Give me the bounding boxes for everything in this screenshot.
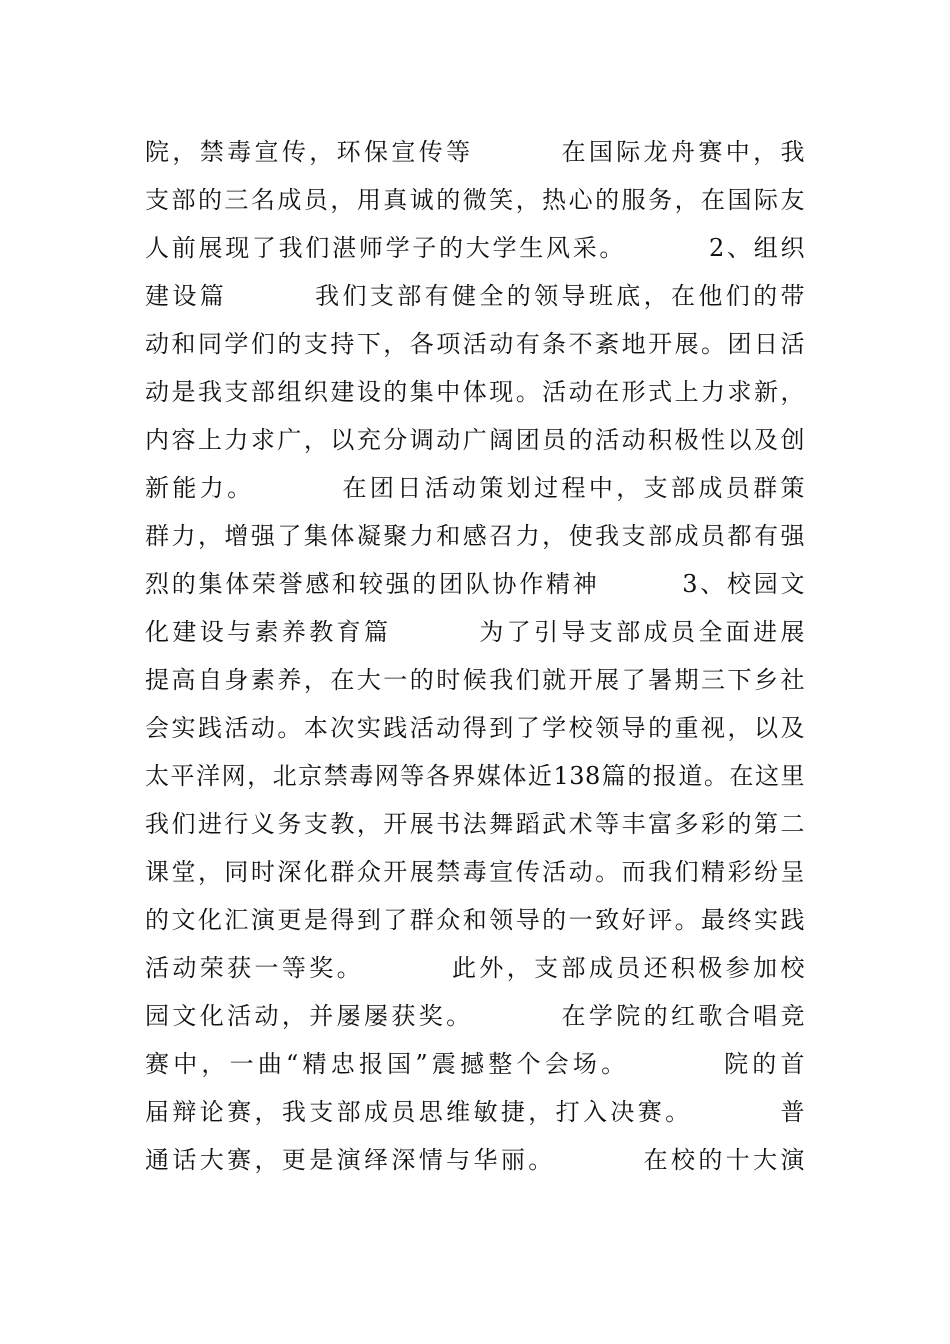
text-line: 人前展现了我们湛师学子的大学生风采。 2、组织 [145,234,805,262]
text-line: 支部的三名成员，用真诚的微笑，热心的服务，在国际友 [145,186,805,214]
text-line: 通话大赛，更是演绎深情与华丽。 在校的十大演 [145,1146,805,1174]
text-line: 活动荣获一等奖。 此外，支部成员还积极参加校 [145,954,805,982]
text-line: 提高自身素养，在大一的时候我们就开展了暑期三下乡社 [145,666,805,694]
text-line: 院，禁毒宣传，环保宣传等 在国际龙舟赛中，我 [145,138,805,166]
text-line: 赛中，一曲“精忠报国”震撼整个会场。 院的首 [145,1050,805,1078]
text-line: 群力，增强了集体凝聚力和感召力，使我支部成员都有强 [145,522,805,550]
text-line: 化建设与素养教育篇 为了引导支部成员全面进展 [145,618,805,646]
text-line: 建设篇 我们支部有健全的领导班底，在他们的带 [145,282,805,310]
text-line: 课堂，同时深化群众开展禁毒宣传活动。而我们精彩纷呈 [145,858,805,886]
text-line: 园文化活动，并屡屡获奖。 在学院的红歌合唱竞 [145,1002,805,1030]
text-line: 届辩论赛，我支部成员思维敏捷，打入决赛。 普 [145,1098,805,1126]
text-line: 的文化汇演更是得到了群众和领导的一致好评。最终实践 [145,906,805,934]
text-line: 动和同学们的支持下，各项活动有条不紊地开展。团日活 [145,330,805,358]
text-line: 新能力。 在团日活动策划过程中，支部成员群策 [145,474,805,502]
text-line: 内容上力求广，以充分调动广阔团员的活动积极性以及创 [145,426,805,454]
text-line: 我们进行义务支教，开展书法舞蹈武术等丰富多彩的第二 [145,810,805,838]
body-text [145,128,805,1184]
text-line: 太平洋网，北京禁毒网等各界媒体近138篇的报道。在这里 [145,762,805,790]
text-line: 烈的集体荣誉感和较强的团队协作精神 3、校园文 [145,570,805,598]
text-line: 动是我支部组织建设的集中体现。活动在形式上力求新， [145,378,805,406]
text-line: 会实践活动。本次实践活动得到了学校领导的重视，以及 [145,714,805,742]
